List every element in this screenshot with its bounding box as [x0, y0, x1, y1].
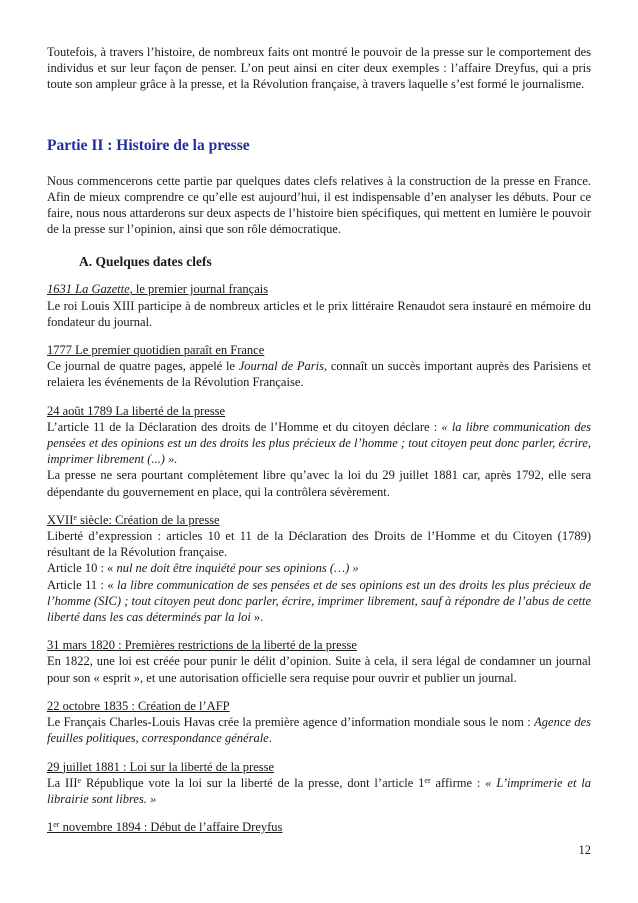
- body-text: Le Français Charles-Louis Havas crée la première agence d’information mondiale sous le nom :: [47, 715, 535, 730]
- article-quote: la libre communication de ses pensées et de ses opinions est un des droits les plus précieux de l’homme (SIC) ; tout citoyen peut donc parler, écrire, imprimer librement, sauf à répondre de l’abus de cette liberté dans les cas déterminés par la loi: [47, 577, 591, 625]
- entry-title: 22 octobre 1835 : Création de l’AFP: [47, 698, 230, 713]
- body-text: République vote la loi sur la liberté de la presse, dont l’article 1: [81, 775, 425, 790]
- part-lead-paragraph: Nous commencerons cette partie par quelques dates clefs relatives à la construction de la presse en France. Afin de mieux comprendre ce qu’elle est aujourd’hui, il est indispensable d’en analyser les débuts. Pour ce faire, nous nous attarderons sur deux aspects de l’histoire bien spécifiques, qui mettent en lumière le pouvoir de la presse sur l’opinion, ainsi que son rôle démocratique.: [47, 173, 591, 237]
- entry-1631: [47, 281, 591, 330]
- article-quote: nul ne doit être inquiété pour ses opinions (…) »: [116, 561, 359, 576]
- part-title: Partie II : Histoire de la presse: [47, 136, 250, 154]
- page-number: 12: [578, 843, 591, 857]
- entry-body: En 1822, une loi est créée pour punir le délit d’opinion. Suite à cela, il sera légal de condamner un journal pour son « esprit », et une autorisation officielle sera requise pour ouvrir et publier un journal.: [47, 654, 591, 685]
- entry-1894: [47, 819, 591, 835]
- title-text: XVII: [47, 512, 74, 527]
- entry-1835: [47, 698, 591, 747]
- title-text: 1: [47, 820, 54, 835]
- entry-title-italic: 1631 La Gazette: [47, 282, 130, 297]
- entry-body: [47, 358, 591, 390]
- entry-title: [47, 512, 591, 528]
- body-sup: e: [77, 775, 82, 785]
- title-text: siècle: Création de la presse: [76, 512, 220, 527]
- title-sup: er: [53, 820, 60, 830]
- body-text: affirme :: [430, 775, 486, 790]
- body-text: connaît un succès important auprès des Parisiens et relaiera les événements de la Révolution Française.: [47, 359, 592, 390]
- article-end: ».: [253, 610, 264, 625]
- article-label: Article 11 : «: [47, 577, 118, 592]
- entry-title: [47, 281, 591, 297]
- article-10: [47, 560, 591, 576]
- title-text: novembre 1894 : Début de l’affaire Dreyfus: [59, 820, 283, 835]
- entry-body: Le roi Louis XIII participe à de nombreux articles et le prix littéraire Renaudot sera instauré en mémoire du fondateur du journal.: [47, 298, 591, 329]
- intro-paragraph: Toutefois, à travers l’histoire, de nombreux faits ont montré le pouvoir de la presse sur le comportement des individus et sur leur façon de penser. L’on peut ainsi en citer deux exemples : l’affaire Dreyfus, qui a pris toute son ampleur grâce à la presse, et la Révolution française, à travers laquelle s’est formé le journalisme.: [47, 45, 591, 92]
- article-label: Article 10 : «: [47, 561, 117, 576]
- body-text: L’article 11 de la Déclaration des droits de l’Homme et du citoyen déclare :: [47, 419, 442, 434]
- entry-title: [47, 819, 591, 835]
- section-title: A. Quelques dates clefs: [79, 254, 212, 270]
- body-italic: Journal de Paris,: [238, 359, 328, 374]
- body-quote: « la libre communication des pensées et des opinions est un des droits les plus précieux de l’homme ; tout citoyen peut donc parler, écrire, imprimer librement (...) ».: [47, 419, 591, 467]
- body-text: .: [268, 731, 272, 746]
- entry-1777: [47, 342, 591, 391]
- entry-title: 31 mars 1820 : Premières restrictions de la liberté de la presse: [47, 638, 357, 653]
- entry-1881: [47, 759, 591, 808]
- body-italic: Agence des feuilles politiques, correspondance générale: [47, 715, 591, 746]
- entry-body-2: La presse ne sera pourtant complètement libre qu’avec la loi du 29 juillet 1881 car, après 1792, elle sera dépendante du gouvernement en place, qui la contrôlera sévèrement.: [47, 468, 591, 499]
- entry-body: [47, 775, 591, 807]
- article-11: [47, 577, 591, 626]
- entry-body: Liberté d’expression : articles 10 et 11 de la Déclaration des Droits de l’Homme et du Citoyen (1789) résultant de la Révolution française.: [47, 529, 591, 560]
- entry-xvii: [47, 512, 591, 625]
- entry-title-text: , le premier journal français: [129, 282, 269, 297]
- entry-title: 24 août 1789 La liberté de la presse: [47, 403, 226, 418]
- entry-title: 1777 Le premier quotidien paraît en France: [47, 343, 265, 358]
- entry-body: [47, 714, 591, 746]
- body-sup: er: [424, 775, 431, 785]
- entry-1820: [47, 637, 591, 686]
- body-text: La III: [47, 775, 78, 790]
- entry-body: [47, 419, 591, 468]
- entry-title: 29 juillet 1881 : Loi sur la liberté de la presse: [47, 759, 275, 774]
- body-text: Ce journal de quatre pages, appelé le: [47, 359, 239, 374]
- page-content: [47, 44, 591, 847]
- entry-1789: [47, 403, 591, 500]
- body-quote: « L’imprimerie et la librairie sont libres. »: [47, 775, 592, 806]
- title-sup: e: [73, 512, 77, 522]
